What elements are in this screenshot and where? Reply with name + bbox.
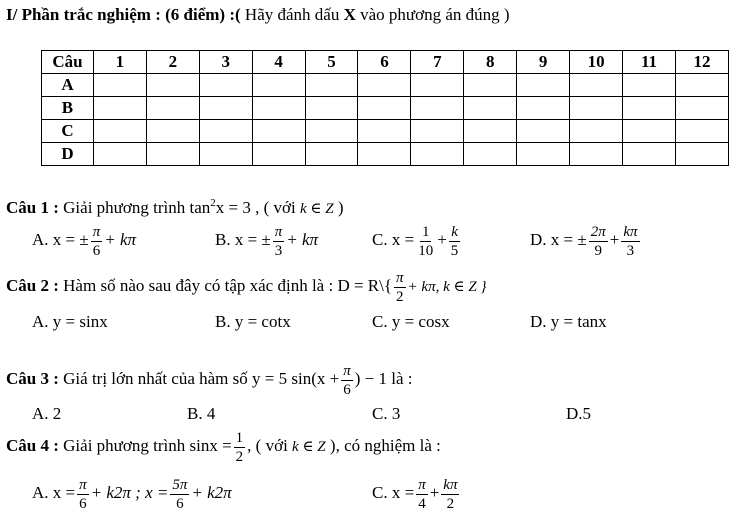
answer-cell[interactable]: [570, 97, 623, 120]
fraction-numerator: k: [451, 223, 458, 240]
option-text: A. x = ±: [32, 230, 89, 249]
question-2-option-a[interactable]: A. y = sinx: [32, 312, 108, 331]
fraction: [621, 223, 639, 260]
fraction-denominator: 3: [274, 242, 283, 259]
question-1-option-d[interactable]: [530, 220, 642, 260]
option-text: C. x =: [372, 230, 415, 249]
answer-cell[interactable]: [464, 74, 517, 97]
fraction-numerator: 1: [235, 429, 244, 446]
fraction: [416, 476, 428, 513]
question-2-text: Hàm số nào sau đây có tập xác định là : D = R\{: [58, 276, 393, 295]
instruction-mark: X: [343, 5, 356, 24]
fraction-numerator: kπ: [443, 476, 458, 493]
section-header: [6, 5, 510, 25]
question-3-stem: [6, 359, 412, 399]
answer-cell[interactable]: [411, 74, 464, 97]
answer-row-d: [42, 143, 729, 166]
fraction-denominator: 2: [396, 288, 404, 305]
answer-col-header: 5: [305, 51, 358, 74]
answer-table: [41, 50, 729, 166]
answer-cell[interactable]: [675, 120, 728, 143]
fraction-denominator: 6: [92, 242, 101, 259]
answer-cell[interactable]: [675, 74, 728, 97]
option-text: D. x = ±: [530, 230, 587, 249]
answer-cell[interactable]: [252, 97, 305, 120]
answer-cell[interactable]: [570, 74, 623, 97]
answer-col-header: 9: [517, 51, 570, 74]
answer-row-label: C: [42, 120, 94, 143]
question-1-condition: k ∈ Z: [299, 201, 334, 217]
fraction-numerator: kπ: [623, 223, 638, 240]
fraction: [77, 476, 89, 513]
answer-col-header: 6: [358, 51, 411, 74]
question-4-text-c: ), có nghiệm là :: [325, 436, 441, 455]
fraction: [416, 223, 435, 260]
answer-col-header: 3: [199, 51, 252, 74]
option-text: + k2π ; x =: [90, 483, 169, 502]
fraction: [91, 223, 103, 260]
question-1-text-b: x = 3 , ( với: [215, 198, 300, 217]
answer-cell[interactable]: [199, 143, 252, 166]
instruction-text-b: vào phương án đúng ): [355, 5, 510, 24]
answer-cell[interactable]: [517, 143, 570, 166]
option-text: + k2π: [191, 483, 232, 502]
fraction-denominator: 6: [343, 381, 351, 398]
question-4-text-a: Giải phương trình sinx =: [58, 436, 232, 455]
answer-cell[interactable]: [464, 97, 517, 120]
option-text: + kπ: [286, 230, 319, 249]
answer-cell[interactable]: [358, 97, 411, 120]
question-4-label: Câu 4 :: [6, 436, 59, 455]
fraction: [234, 429, 246, 466]
question-1-label: Câu 1 :: [6, 198, 59, 217]
fraction-numerator: 1: [421, 223, 430, 240]
question-1-text-c: ): [333, 198, 344, 217]
question-4-condition: k ∈ Z: [292, 439, 326, 455]
fraction: [170, 476, 189, 513]
answer-col-header: 12: [675, 51, 728, 74]
answer-col-header: 11: [623, 51, 676, 74]
fraction: [341, 362, 353, 399]
answer-cell[interactable]: [93, 97, 146, 120]
question-3-option-a[interactable]: A. 2: [32, 404, 62, 423]
fraction: [394, 269, 406, 306]
question-3-option-d[interactable]: D.5: [566, 404, 592, 423]
fraction-numerator: π: [418, 476, 426, 493]
question-1-option-a[interactable]: [32, 220, 136, 260]
fraction-denominator: 2: [446, 495, 455, 512]
question-3-tail: ) − 1 là :: [354, 369, 413, 388]
question-4-option-c[interactable]: [372, 473, 461, 513]
question-4-text-b: , ( với: [247, 436, 293, 455]
fraction: [589, 223, 608, 260]
fraction: [449, 223, 461, 260]
answer-col-header: 10: [570, 51, 623, 74]
answer-cell[interactable]: [623, 143, 676, 166]
answer-cell[interactable]: [93, 120, 146, 143]
question-2-label: Câu 2 :: [6, 276, 59, 295]
answer-cell[interactable]: [146, 97, 199, 120]
answer-col-header: 2: [146, 51, 199, 74]
fraction: [273, 223, 285, 260]
plus-sign: +: [437, 230, 447, 249]
answer-cell[interactable]: [517, 97, 570, 120]
answer-cell[interactable]: [93, 143, 146, 166]
answer-cell[interactable]: [358, 143, 411, 166]
answer-row-c: [42, 120, 729, 143]
fraction-denominator: 2: [235, 448, 244, 465]
answer-cell[interactable]: [146, 120, 199, 143]
question-2-option-d[interactable]: D. y = tanx: [530, 312, 607, 331]
question-1-superscript: 2: [210, 197, 216, 209]
fraction-numerator: π: [274, 223, 283, 240]
fraction-denominator: 5: [450, 242, 459, 259]
question-2-option-c[interactable]: C. y = cosx: [372, 312, 450, 331]
answer-row-label: A: [42, 74, 94, 97]
plus-sign: +: [609, 230, 620, 249]
answer-cell[interactable]: [199, 120, 252, 143]
option-text: C. x =: [372, 483, 415, 502]
answer-table-header-row: [42, 51, 729, 74]
answer-cell[interactable]: [146, 74, 199, 97]
option-text: + kπ: [104, 230, 137, 249]
answer-cell[interactable]: [464, 120, 517, 143]
question-1-option-b[interactable]: [215, 220, 318, 260]
fraction-denominator: 6: [79, 495, 87, 512]
question-3-option-c[interactable]: C. 3: [372, 404, 401, 423]
answer-cell[interactable]: [623, 74, 676, 97]
answer-cell[interactable]: [305, 74, 358, 97]
answer-row-b: [42, 97, 729, 120]
answer-cell[interactable]: [675, 97, 728, 120]
answer-cell[interactable]: [252, 143, 305, 166]
fraction-numerator: π: [343, 362, 351, 379]
question-2-stem: [6, 266, 486, 307]
fraction: [441, 476, 459, 513]
fraction-numerator: 2π: [590, 223, 606, 240]
fraction-numerator: 5π: [172, 476, 188, 493]
answer-col-header: 7: [411, 51, 464, 74]
answer-cell[interactable]: [305, 143, 358, 166]
question-2-tail: + kπ, k ∈ Z }: [407, 279, 487, 295]
question-3-label: Câu 3 :: [6, 369, 59, 388]
question-1-option-c[interactable]: [372, 220, 462, 260]
answer-col-header: 8: [464, 51, 517, 74]
fraction-numerator: π: [396, 269, 404, 286]
question-1-stem: [6, 198, 344, 218]
answer-cell[interactable]: [570, 120, 623, 143]
question-1-text-a: Giải phương trình tan: [58, 198, 211, 217]
fraction-denominator: 6: [176, 495, 184, 512]
answer-cell[interactable]: [305, 97, 358, 120]
answer-cell[interactable]: [199, 74, 252, 97]
answer-cell[interactable]: [93, 74, 146, 97]
answer-cell[interactable]: [464, 143, 517, 166]
answer-cell[interactable]: [252, 120, 305, 143]
answer-cell[interactable]: [358, 74, 411, 97]
answer-col-header: 4: [252, 51, 305, 74]
answer-cell[interactable]: [411, 120, 464, 143]
answer-cell[interactable]: [358, 120, 411, 143]
answer-cell[interactable]: [517, 74, 570, 97]
answer-cell[interactable]: [199, 97, 252, 120]
answer-cell[interactable]: [623, 97, 676, 120]
answer-row-a: [42, 74, 729, 97]
answer-cell[interactable]: [305, 120, 358, 143]
option-text: A. x =: [32, 483, 76, 502]
fraction-denominator: 3: [626, 242, 635, 259]
question-2-option-b[interactable]: B. y = cotx: [215, 312, 291, 331]
fraction-denominator: 10: [418, 242, 434, 259]
answer-cell[interactable]: [252, 74, 305, 97]
answer-cell[interactable]: [623, 120, 676, 143]
answer-cell[interactable]: [146, 143, 199, 166]
instruction-text-a: Hãy đánh dấu: [240, 5, 344, 24]
question-3-option-b[interactable]: B. 4: [187, 404, 216, 423]
answer-cell[interactable]: [570, 143, 623, 166]
answer-col-header: 1: [93, 51, 146, 74]
answer-cell[interactable]: [675, 143, 728, 166]
question-4-stem: [6, 426, 441, 467]
fraction-numerator: π: [79, 476, 87, 493]
fraction-denominator: 4: [418, 495, 426, 512]
answer-row-label: B: [42, 97, 94, 120]
option-text: B. x = ±: [215, 230, 271, 249]
answer-cell[interactable]: [517, 120, 570, 143]
fraction-numerator: π: [92, 223, 101, 240]
question-4-option-a[interactable]: [32, 473, 232, 513]
plus-sign: +: [429, 483, 440, 502]
answer-row-label: D: [42, 143, 94, 166]
answer-cell[interactable]: [411, 143, 464, 166]
fraction-denominator: 9: [594, 242, 602, 259]
section-title: I/ Phần trắc nghiệm : (6 điểm) :(: [6, 5, 241, 24]
answer-table-corner: Câu: [42, 51, 94, 74]
question-3-text: Giá trị lớn nhất của hàm số y = 5 sin(x +: [58, 369, 340, 388]
answer-cell[interactable]: [411, 97, 464, 120]
